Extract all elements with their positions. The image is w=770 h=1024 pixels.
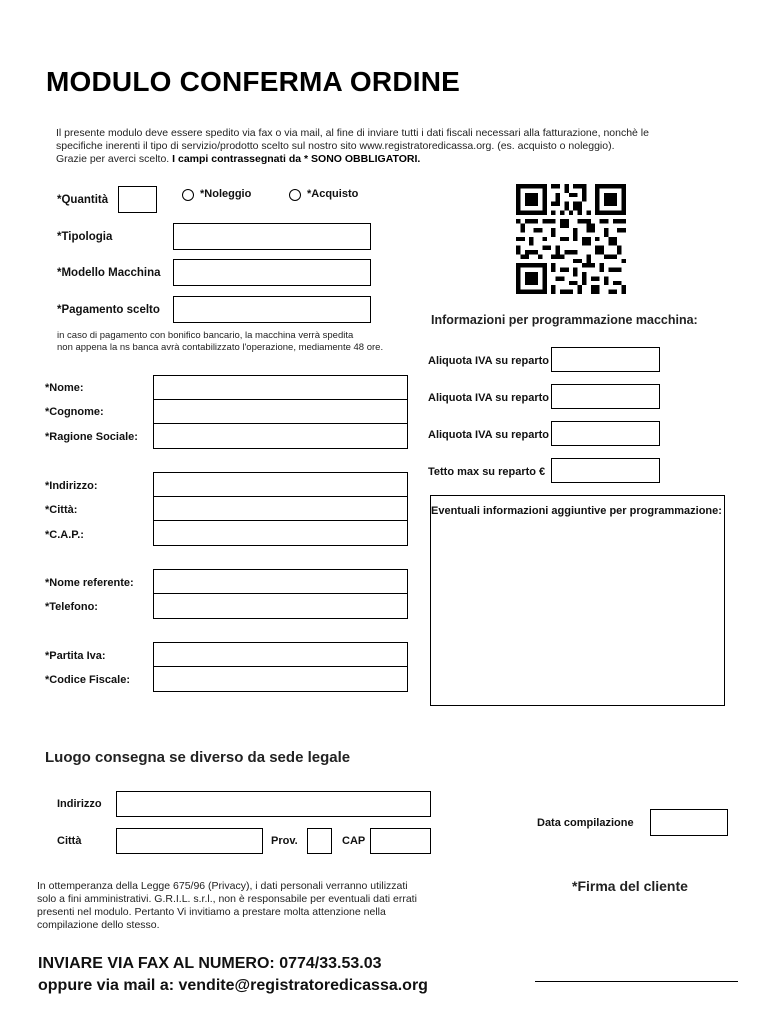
intro-line-1: Il presente modulo deve essere spedito via fax o via mail, al fine di inviare tutti i dati fiscali necessari alla fatturazione, nonchè le: [56, 127, 649, 139]
send-instructions: [38, 953, 428, 997]
delivery-heading: Luogo consegna se diverso da sede legale: [45, 749, 351, 766]
delivery-prov-field[interactable]: [307, 828, 332, 854]
pagamento-field[interactable]: [173, 296, 371, 323]
privacy-line-4: compilazione dello stesso.: [37, 919, 160, 931]
delivery-citta-label: Città: [57, 835, 82, 847]
intro-line-2: specifiche inerenti il tipo di servizio/prodotto scelto sul nostro sito www.registratoredicassa.org. (es. acquisto o noleggio).: [56, 140, 615, 152]
intro-line-3: [56, 153, 746, 166]
aliquota-field-1[interactable]: [551, 347, 660, 372]
cognome-label: *Cognome:: [45, 406, 104, 418]
qr-code: [516, 182, 626, 296]
nome-label: *Nome:: [45, 382, 84, 394]
quantita-label: *Quantità: [57, 194, 109, 206]
programming-heading: Informazioni per programmazione macchina:: [431, 313, 698, 327]
acquisto-label: *Acquisto: [307, 188, 359, 200]
ragione-sociale-field[interactable]: [153, 423, 408, 449]
data-compilazione-field[interactable]: [650, 809, 728, 836]
referente-label: *Nome referente:: [45, 577, 134, 589]
aliquota-label-3: Aliquota IVA su reparto: [428, 429, 550, 441]
privacy-line-2: solo a fini amministrativi. G.R.I.L. s.r.l., non è responsabile per eventuali dati errati: [37, 893, 417, 905]
delivery-prov-label: Prov.: [271, 835, 298, 847]
citta-label: *Città:: [45, 504, 78, 516]
aliquota-label-1: Aliquota IVA su reparto: [428, 355, 550, 367]
pagamento-label: *Pagamento scelto: [57, 304, 160, 316]
intro-thanks: Grazie per averci scelto.: [56, 153, 170, 165]
extra-info-label: Eventuali informazioni aggiuntive per programmazione:: [431, 505, 722, 517]
aliquota-field-2[interactable]: [551, 384, 660, 409]
payment-note-line-2: non appena la ns banca avrà contabilizzato l'operazione, mediamente 48 ore.: [57, 342, 384, 353]
noleggio-label: *Noleggio: [200, 188, 252, 200]
intro-text: [56, 127, 746, 166]
privacy-notice: [37, 880, 417, 932]
send-mail-text: oppure via mail a: vendite@registratoredicassa.org: [38, 977, 428, 994]
signature-label: *Firma del cliente: [572, 878, 688, 894]
noleggio-radio[interactable]: [182, 189, 194, 201]
codice-fiscale-label: *Codice Fiscale:: [45, 674, 130, 686]
modello-field[interactable]: [173, 259, 371, 286]
modello-label: *Modello Macchina: [57, 267, 161, 279]
delivery-cap-field[interactable]: [370, 828, 431, 854]
partita-iva-field[interactable]: [153, 642, 408, 667]
cap-field[interactable]: [153, 520, 408, 546]
send-fax-text: INVIARE VIA FAX AL NUMERO: 0774/33.53.03: [38, 955, 382, 972]
partita-iva-label: *Partita Iva:: [45, 650, 106, 662]
aliquota-label-2: Aliquota IVA su reparto: [428, 392, 550, 404]
codice-fiscale-field[interactable]: [153, 666, 408, 692]
telefono-label: *Telefono:: [45, 601, 98, 613]
tipologia-label: *Tipologia: [57, 231, 113, 243]
ragione-sociale-label: *Ragione Sociale:: [45, 431, 138, 443]
referente-field[interactable]: [153, 569, 408, 594]
delivery-indirizzo-field[interactable]: [116, 791, 431, 817]
indirizzo-field[interactable]: [153, 472, 408, 497]
intro-required-note: I campi contrassegnati da * SONO OBBLIGATORI.: [172, 153, 421, 165]
page-title: MODULO CONFERMA ORDINE: [46, 66, 461, 97]
tetto-field[interactable]: [551, 458, 660, 483]
delivery-cap-label: CAP: [342, 835, 366, 847]
citta-field[interactable]: [153, 496, 408, 521]
aliquota-field-3[interactable]: [551, 421, 660, 446]
quantita-field[interactable]: [118, 186, 157, 213]
acquisto-radio[interactable]: [289, 189, 301, 201]
cap-label: *C.A.P.:: [45, 529, 84, 541]
tipologia-field[interactable]: [173, 223, 371, 250]
data-compilazione-label: Data compilazione: [537, 817, 634, 829]
tetto-label: Tetto max su reparto €: [428, 466, 546, 478]
nome-field[interactable]: [153, 375, 408, 400]
payment-note: [57, 330, 383, 354]
privacy-line-3: presenti nel modulo. Pertanto Vi invitiamo a prestare molta attenzione nella: [37, 906, 386, 918]
delivery-indirizzo-label: Indirizzo: [57, 798, 102, 810]
indirizzo-label: *Indirizzo:: [45, 480, 98, 492]
delivery-citta-field[interactable]: [116, 828, 263, 854]
payment-note-line-1: in caso di pagamento con bonifico bancario, la macchina verrà spedita: [57, 330, 354, 341]
extra-info-field[interactable]: [430, 495, 725, 706]
signature-line[interactable]: [535, 981, 738, 982]
telefono-field[interactable]: [153, 593, 408, 619]
cognome-field[interactable]: [153, 399, 408, 424]
privacy-line-1: In ottemperanza della Legge 675/96 (Privacy), i dati personali verranno utilizzati: [37, 880, 408, 892]
